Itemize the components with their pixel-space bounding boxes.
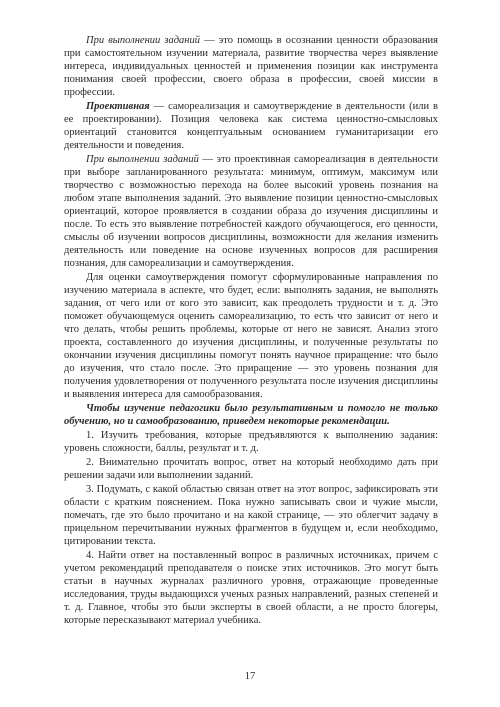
recommendations-heading: [64, 402, 438, 428]
paragraph-2-text: — самореализация и самоутверждение в деятельности (или в ее проектировании). Позиция человека как система ценностно-смысловых ориентаций становится концептуальным основанием гуманитаризации его деятельности и поведения.: [64, 101, 438, 151]
paragraph-3-text: — это проективная самореализация в деятельности при выборе запланированного результата: минимум, оптимум, максимум или творчество с возможностью перехода на более высокий уровень познания на любом этапе выполнения заданий. Это выявление позиции ценностно-смысловых ориентаций, которое проявляется в создании образа до изучения дисциплины и после. То есть это выявление потребностей каждого обучающегося, его ценности, смыслы об изучении вопросов дисциплины, возможности для желания изменить деятельность или поведение на основе изученных вопросов для расширения познания, для самореализации и самоутверждения.: [64, 154, 438, 269]
paragraph-3: [64, 153, 438, 270]
recommendation-2: [64, 456, 438, 482]
document-body: [64, 34, 438, 627]
recommendation-4: [64, 549, 438, 627]
paragraph-4: [64, 271, 438, 401]
paragraph-1-lead: При выполнении заданий: [86, 35, 201, 46]
paragraph-3-lead: При выполнении заданий: [86, 154, 199, 165]
recommendation-4-text: 4. Найти ответ на поставленный вопрос в различных источниках, причем с учетом рекомендаций преподавателя о поиске этих источников. Это могут быть статьи в научных журналах различного уровня, отражающие проведенные исследования, труды выдающихся ученых разных направлений, разных степеней и т. д. Главное, чтобы это были эксперты в своей области, а не просто блогеры, которые пересказывают материал учебника.: [64, 550, 438, 626]
recommendations-heading-text: Чтобы изучение педагогики было результативным и помогло не только обучению, но и самообразованию, приведем некоторые рекомендации.: [64, 403, 438, 427]
recommendation-2-text: 2. Внимательно прочитать вопрос, ответ на который необходимо дать при решении задачи или выполнении заданий.: [64, 457, 438, 481]
recommendation-3-text: 3. Подумать, с какой областью связан ответ на этот вопрос, зафиксировать эти области с кратким пояснением. Пока нужно записывать свои и чужие мысли, помечать, где это было прочитано и на какой странице, — это облегчит задачу в прицельном перечитывании нужных фрагментов в будущем и, если необходимо, цитировании текста.: [64, 484, 438, 547]
paragraph-1: [64, 34, 438, 99]
paragraph-2: [64, 100, 438, 152]
page-number: 17: [244, 671, 256, 682]
recommendation-1-text: 1. Изучить требования, которые предъявляются к выполнению задания: уровень сложности, баллы, результат и т. д.: [64, 430, 438, 454]
paragraph-1-text: — это помощь в осознании ценности образования при самостоятельном изучении материала, развитие творчества через выявление интереса, индивидуальных ценностей и применения позиции как инструмента понимания своей профессии, своего образа в профессии, своей миссии в профессии.: [64, 35, 439, 98]
recommendation-3: [64, 483, 438, 548]
paragraph-4-text: Для оценки самоутверждения помогут сформулированные направления по изучению материала в аспекте, что будет, если: выполнять задания, не выполнять задания, от чего или от кого это зависит, как преодолеть трудности и т. д. Это поможет обучающемуся оценить самореализацию, то есть что зависит от него и что делать, чтобы решить проблемы, которые от него не зависят. Анализ этого проекта, составленного до изучения дисциплины, и полученные результаты по окончании изучения дисциплины помогут понять научное приращение: что было до изучения, что стало после. Это приращение — это уровень познания для получения удовлетворения от полученного результата после изучения дисциплины и выявления интереса для самообразования.: [64, 272, 438, 400]
recommendation-1: [64, 429, 438, 455]
paragraph-2-lead: Проективная: [86, 101, 150, 112]
